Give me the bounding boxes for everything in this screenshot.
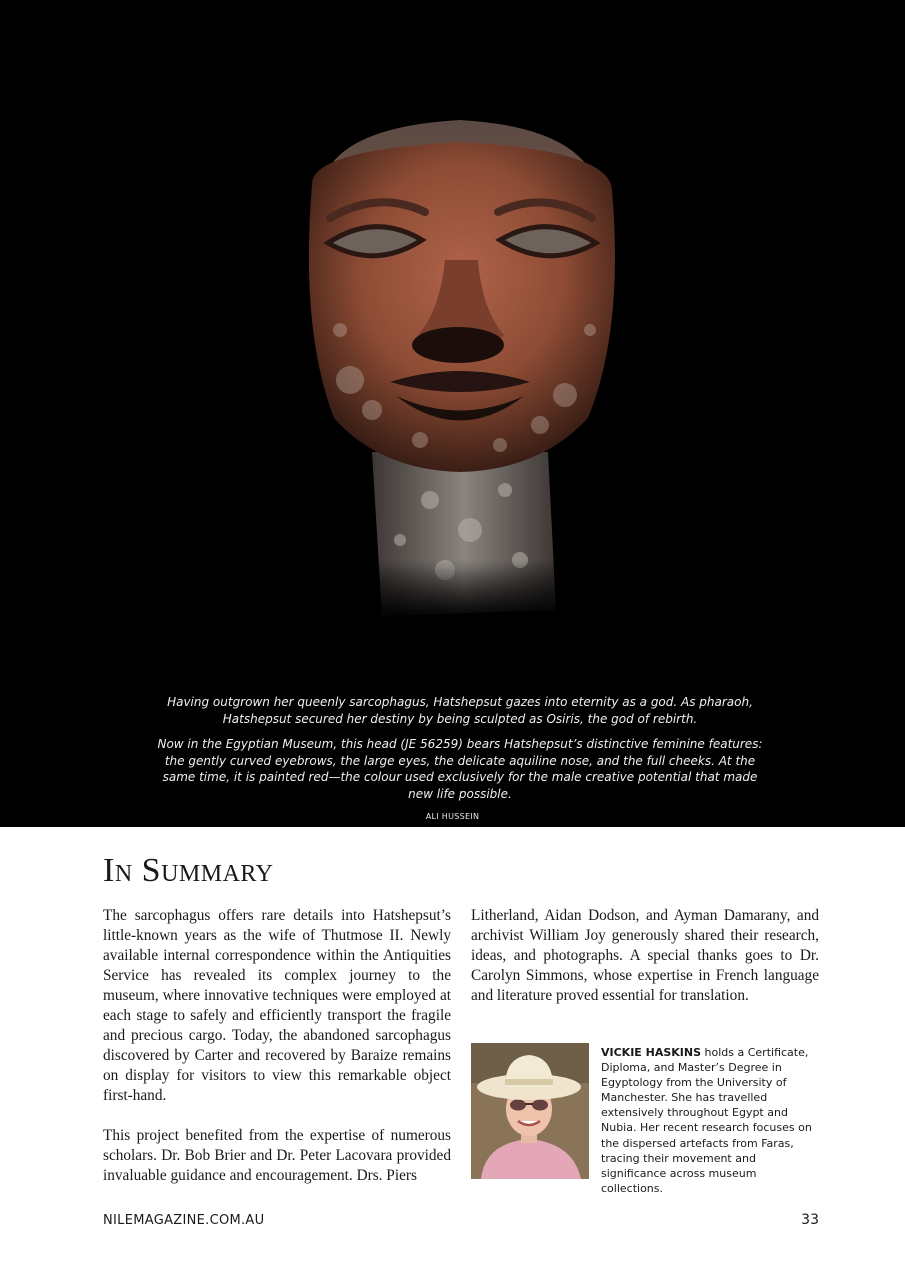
caption-intro: Having outgrown her queenly sarcophagus, Hatshepsut gazes into eternity as a god. As pharaoh, Hatshepsut secured her destiny by being sculpted as Osiris, the god of rebirth. [167,695,753,726]
photo-captions [150,694,770,811]
article-column-right [471,906,819,1006]
page-number: 33 [801,1212,819,1228]
photo-credit: ALI HUSSEIN [425,812,480,821]
author-photo [471,1043,589,1179]
author-name: VICKIE HASKINS [601,1046,702,1059]
author-bio [601,1045,819,1196]
caption-detail: Now in the Egyptian Museum, this head (JE 56259) bears Hatshepsut’s distinctive feminine features: the gently curved eyebrows, the large eyes, the delicate aquiline nose, and the full cheeks. At the same time, it is painted red—the colour used exclusively for the male creative potential that made new life possible. [157,737,763,801]
article-column-left [103,906,451,1206]
author-bio-text: holds a Certificate, Diploma, and Master’s Degree in Egyptology from the University of Manchester. She has travelled extensively throughout Egypt and Nubia. Her recent research focuses on the dispersed artefacts from Faras, tracing their movement and significance across museum collections. [601,1046,812,1195]
footer-website: NILEMAGAZINE.COM.AU [103,1213,265,1228]
acknowledgements-paragraph: This project benefited from the expertise of numerous scholars. Dr. Bob Brier and Dr. Peter Lacovara provided invaluable guidance and encouragement. Drs. Piers [103,1127,451,1184]
section-heading: In Summary [103,852,274,889]
summary-paragraph: The sarcophagus offers rare details into Hatshepsut’s little-known years as the wife of Thutmose II. Newly available internal correspondence within the Antiquities Service has revealed its complex journey to the museum, where innovative techniques were employed at each stage to safely and efficiently transport the fragile and precious cargo. Today, the abandoned sarcophagus discovered by Carter and recovered by Baraize remains on display for visitors to view this remarkable object first-hand. [103,907,451,1104]
acknowledgements-paragraph-continued: Litherland, Aidan Dodson, and Ayman Damarany, and archivist William Joy generously shared their research, ideas, and photographs. A special thanks goes to Dr. Carolyn Simmons, whose expertise in French language and literature proved essential for translation. [471,907,819,1004]
